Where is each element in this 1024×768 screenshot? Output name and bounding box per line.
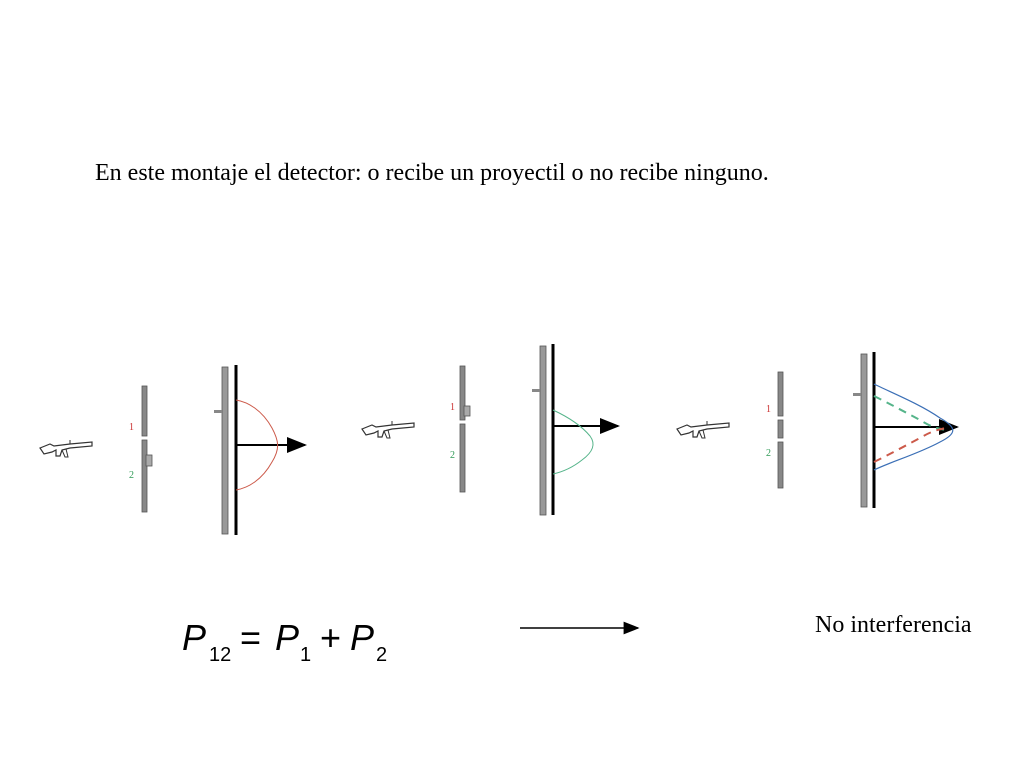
equation-term1-subscript: 1 <box>300 644 312 666</box>
gun-icon <box>677 421 729 438</box>
slit-wall <box>460 366 470 492</box>
detector-screen <box>532 344 553 515</box>
detector-screen <box>214 365 236 535</box>
equation <box>182 617 387 666</box>
gun-icon <box>40 440 92 457</box>
equation-term1-symbol: P <box>275 617 300 658</box>
slit-label-2: 2 <box>450 450 455 461</box>
equation-plus: + <box>320 617 342 658</box>
equation-term2-symbol: P <box>350 617 375 658</box>
slit-label-2: 2 <box>129 470 134 481</box>
panel-3 <box>677 352 957 508</box>
slide-title: En este montaje el detector: o recibe un proyectil o no recibe ninguno. <box>95 160 769 186</box>
slit-label-1: 1 <box>129 422 134 433</box>
panel-2 <box>362 344 618 515</box>
panel-1 <box>40 365 305 535</box>
slit-shutter <box>146 455 152 466</box>
gun-icon <box>362 421 414 438</box>
slit-shutter <box>464 406 470 416</box>
equation-term2-subscript: 2 <box>376 644 388 666</box>
detector-screen <box>853 352 874 508</box>
equation-lhs-symbol: P <box>182 617 207 658</box>
slit-wall <box>142 386 152 512</box>
equation-lhs-subscript: 12 <box>209 644 232 666</box>
slit-label-2: 2 <box>766 448 771 459</box>
equation-equals: = <box>240 617 262 658</box>
slit-label-1: 1 <box>766 404 771 415</box>
probability-curve <box>553 410 593 474</box>
slit-wall <box>778 372 783 488</box>
conclusion-label: No interferencia <box>815 612 972 638</box>
slit-label-1: 1 <box>450 402 455 413</box>
